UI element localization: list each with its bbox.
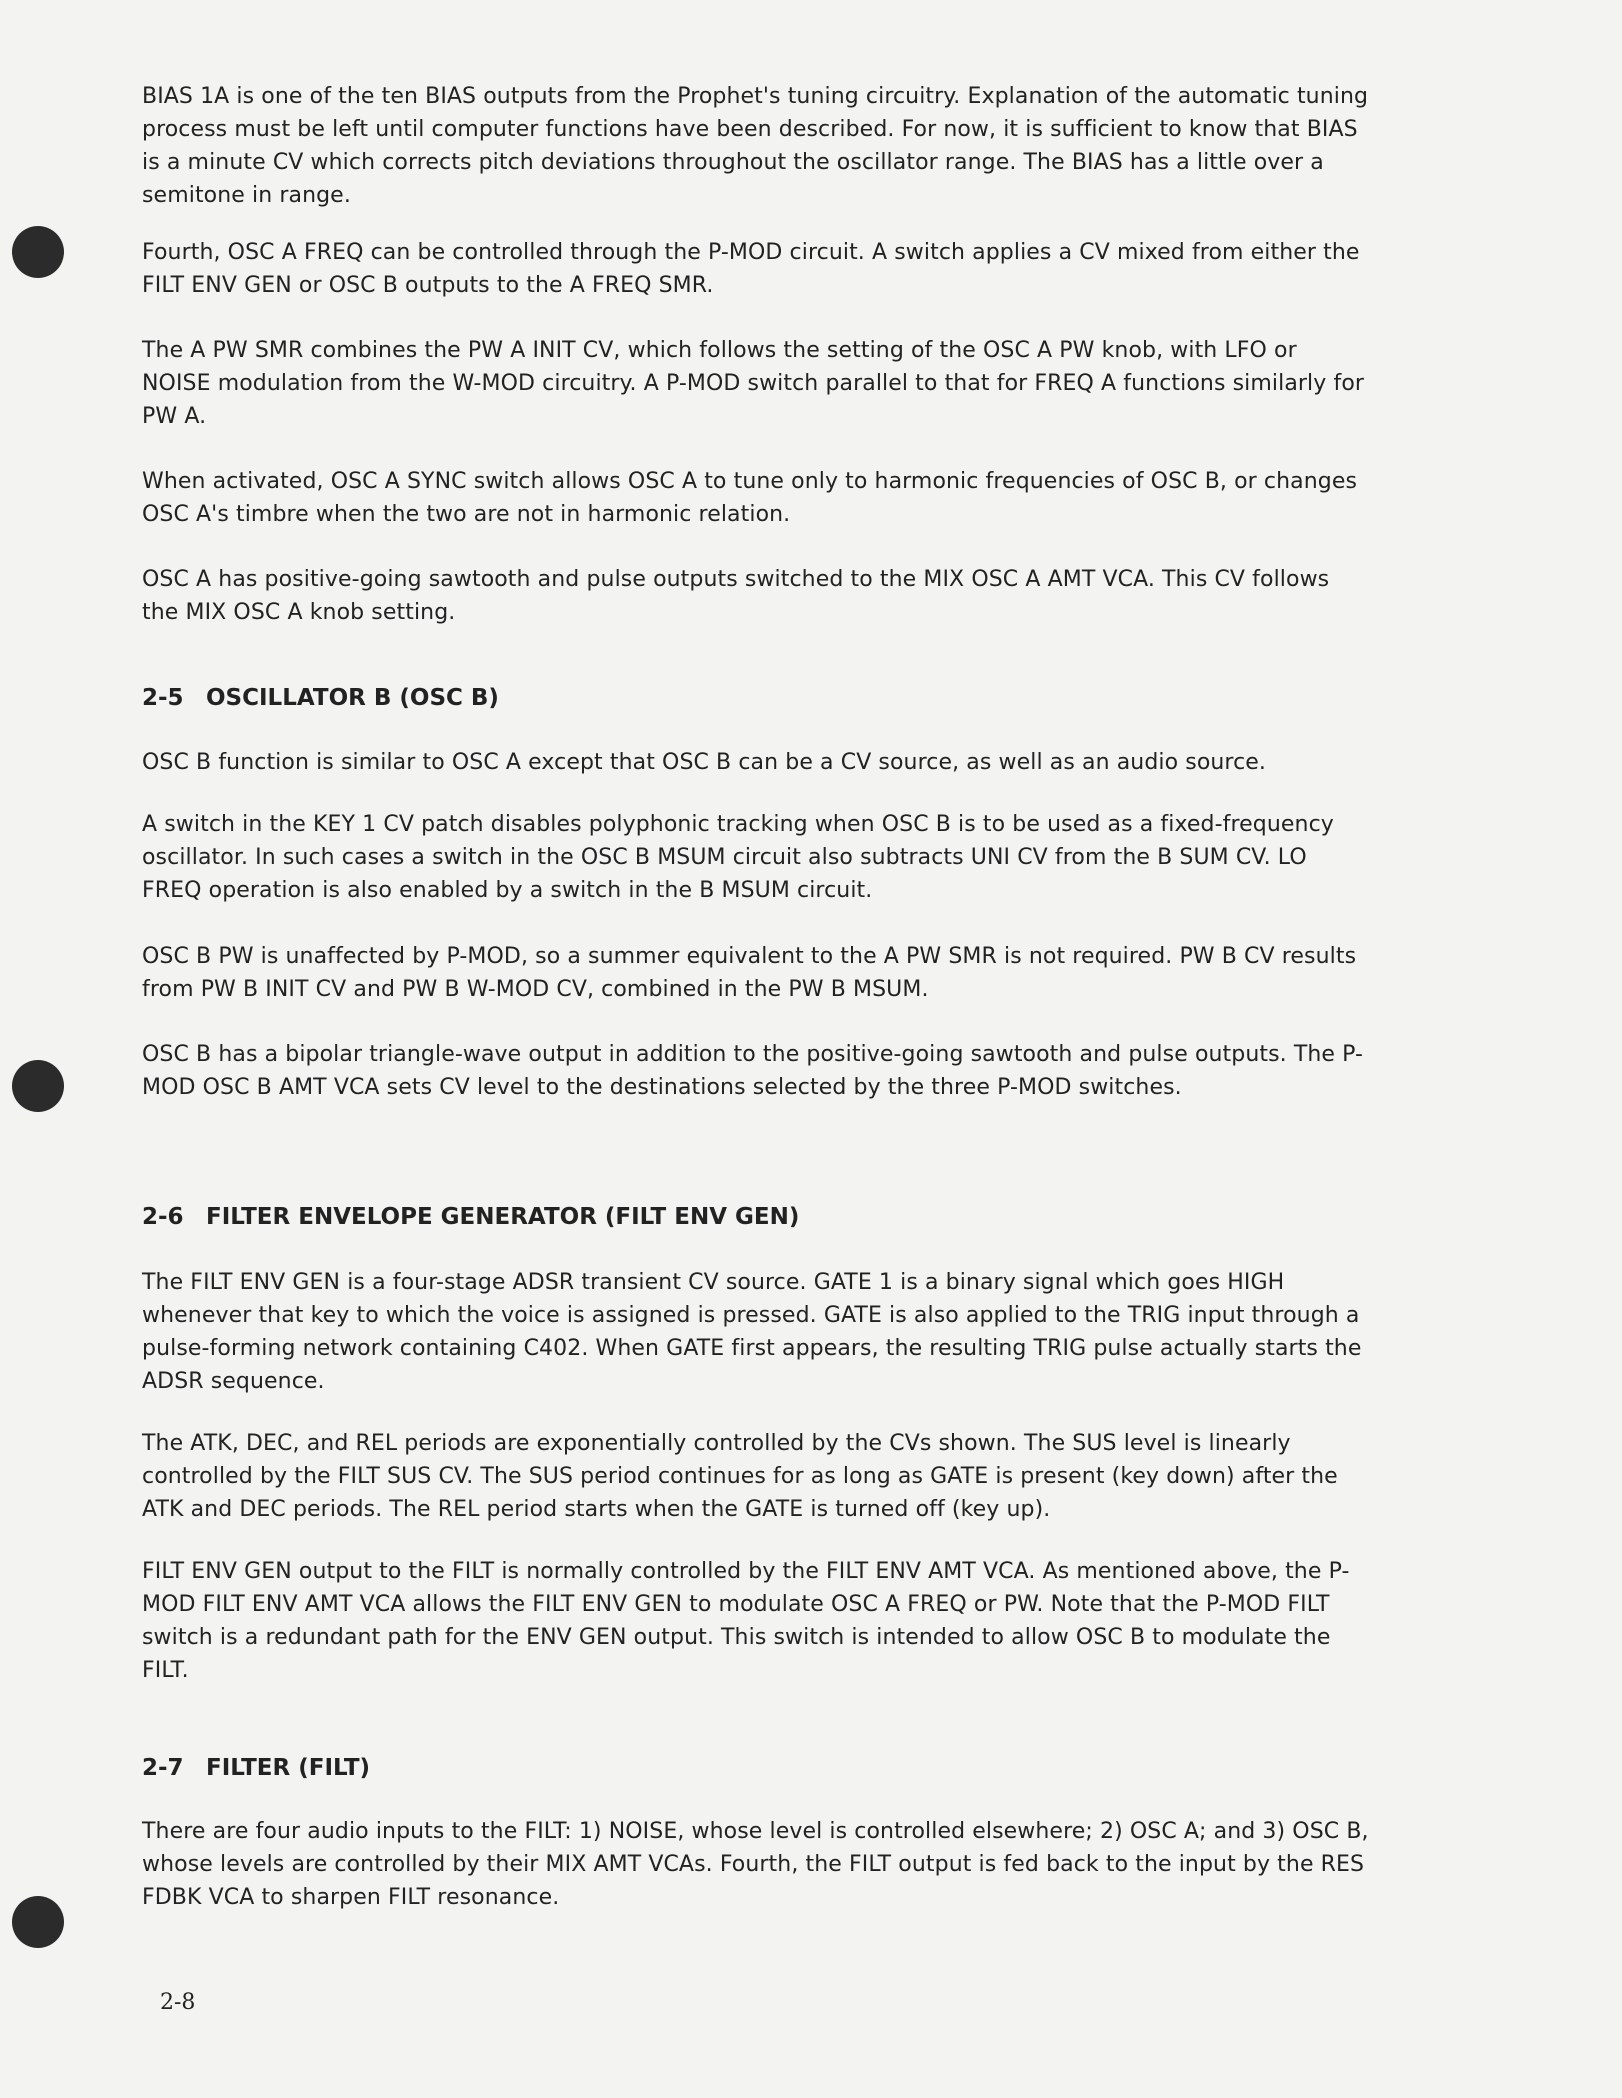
binder-hole-top bbox=[12, 226, 64, 278]
section-title: OSCILLATOR B (OSC B) bbox=[206, 685, 499, 711]
paragraph-filt-env-gen: The FILT ENV GEN is a four-stage ADSR transient CV source. GATE 1 is a binary signal which goes HIGH whenever that key to which the voice is assigned is pressed. GATE is also applied to the TRIG input through a pulse-forming network containing C402. When GATE first appears, the resulting TRIG pulse actually starts the ADSR sequence. bbox=[142, 1270, 1362, 1394]
paragraph-osc-a-outputs: OSC A has positive-going sawtooth and pulse outputs switched to the MIX OSC A AMT VCA. This CV follows the MIX OSC A knob setting. bbox=[142, 567, 1330, 625]
section-heading-2-7 bbox=[142, 1752, 370, 1785]
paragraph-filt-env-output: FILT ENV GEN output to the FILT is normally controlled by the FILT ENV AMT VCA. As mentioned above, the P-MOD FILT ENV AMT VCA allows the FILT ENV GEN to modulate OSC A FREQ or PW. Note that the P-MOD FILT switch is a redundant path for the ENV GEN output. This switch is intended to allow OSC B to modulate the FILT. bbox=[142, 1559, 1350, 1683]
paragraph-osc-b-function: OSC B function is similar to OSC A except that OSC B can be a CV source, as well as an audio source. bbox=[142, 750, 1267, 775]
paragraph-bias: BIAS 1A is one of the ten BIAS outputs from the Prophet's tuning circuitry. Explanation of the automatic tuning process must be left until computer functions have been described. For now, it is sufficient to know that BIAS is a minute CV which corrects pitch deviations throughout the oscillator range. The BIAS has a little over a semitone in range. bbox=[142, 84, 1369, 208]
section-heading-2-6 bbox=[142, 1201, 799, 1234]
paragraph-adsr-periods: The ATK, DEC, and REL periods are exponentially controlled by the CVs shown. The SUS level is linearly controlled by the FILT SUS CV. The SUS period continues for as long as GATE is present (key down) after the ATK and DEC periods. The REL period starts when the GATE is turned off (key up). bbox=[142, 1431, 1338, 1522]
section-title: FILTER (FILT) bbox=[206, 1755, 371, 1781]
paragraph-key1-cv: A switch in the KEY 1 CV patch disables polyphonic tracking when OSC B is to be used as a fixed-frequency oscillator. In such cases a switch in the OSC B MSUM circuit also subtracts UNI CV from the B SUM CV. LO FREQ operation is also enabled by a switch in the B MSUM circuit. bbox=[142, 812, 1334, 903]
section-number: 2-5 bbox=[142, 685, 184, 711]
binder-hole-middle bbox=[12, 1060, 64, 1112]
section-title: FILTER ENVELOPE GENERATOR (FILT ENV GEN) bbox=[206, 1204, 800, 1230]
section-heading-2-5 bbox=[142, 682, 499, 715]
section-number: 2-6 bbox=[142, 1204, 184, 1230]
paragraph-osc-a-sync: When activated, OSC A SYNC switch allows OSC A to tune only to harmonic frequencies of OSC B, or changes OSC A's timbre when the two are not in harmonic relation. bbox=[142, 469, 1358, 527]
binder-hole-bottom bbox=[12, 1896, 64, 1948]
paragraph-osc-b-outputs: OSC B has a bipolar triangle-wave output in addition to the positive-going sawtooth and pulse outputs. The P-MOD OSC B AMT VCA sets CV level to the destinations selected by the three P-MOD switches. bbox=[142, 1042, 1364, 1100]
paragraph-osc-b-pw: OSC B PW is unaffected by P-MOD, so a summer equivalent to the A PW SMR is not required. PW B CV results from PW B INIT CV and PW B W-MOD CV, combined in the PW B MSUM. bbox=[142, 944, 1357, 1002]
section-number: 2-7 bbox=[142, 1755, 184, 1781]
paragraph-a-pw-smr: The A PW SMR combines the PW A INIT CV, which follows the setting of the OSC A PW knob, with LFO or NOISE modulation from the W-MOD circuitry. A P-MOD switch parallel to that for FREQ A functions similarly for PW A. bbox=[142, 338, 1365, 429]
page-number: 2-8 bbox=[160, 1990, 196, 2015]
paragraph-filt-inputs: There are four audio inputs to the FILT: 1) NOISE, whose level is controlled elsewhere; 2) OSC A; and 3) OSC B, whose levels are controlled by their MIX AMT VCAs. Fourth, the FILT output is fed back to the input by the RES FDBK VCA to sharpen FILT resonance. bbox=[142, 1819, 1369, 1910]
paragraph-osc-a-freq: Fourth, OSC A FREQ can be controlled through the P-MOD circuit. A switch applies a CV mixed from either the FILT ENV GEN or OSC B outputs to the A FREQ SMR. bbox=[142, 240, 1360, 298]
